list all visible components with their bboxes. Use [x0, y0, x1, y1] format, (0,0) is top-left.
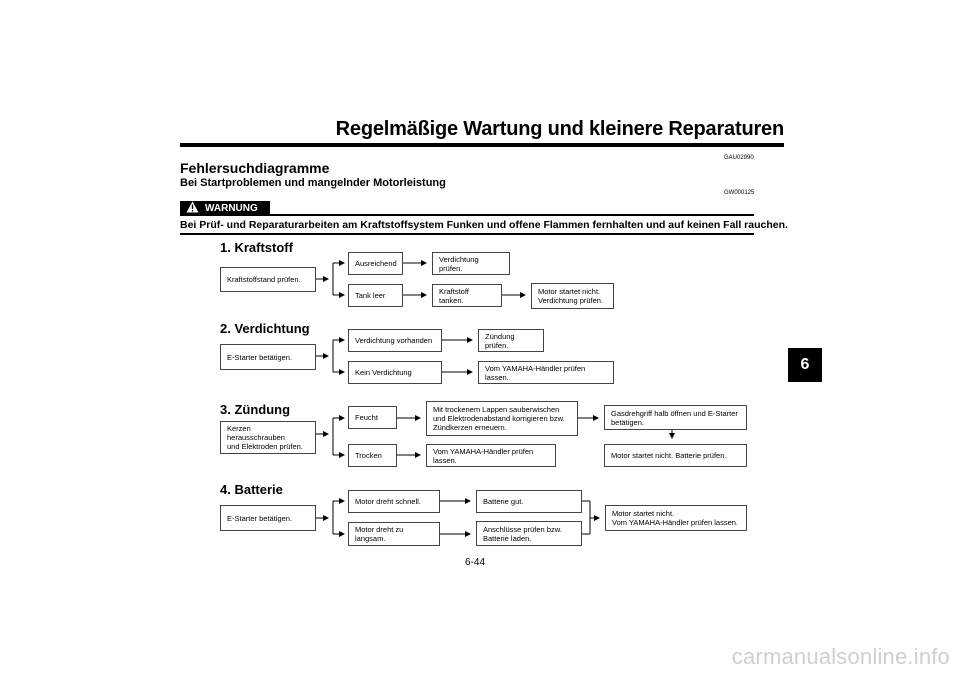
step-1-option-a: Ausreichend — [348, 252, 403, 275]
warning-label: WARNUNG — [205, 203, 258, 214]
warning-text: Bei Prüf- und Reparaturarbeiten am Kraftstoffsystem Funken und offene Flammen fernhalten und auf keinen Fall rauchen. — [180, 219, 788, 231]
warning-code: GW000125 — [724, 190, 755, 196]
step-4-option-a: Motor dreht schnell. — [348, 490, 440, 513]
step-2-option-a-result: Zündung prüfen. — [478, 329, 544, 352]
step-2-title: 2. Verdichtung — [220, 321, 310, 336]
section-subtitle: Bei Startproblemen und mangelnder Motorleistung — [180, 177, 446, 189]
step-4-option-b: Motor dreht zu langsam. — [348, 522, 440, 546]
step-3-title: 3. Zündung — [220, 402, 291, 417]
step-1-start-box: Kraftstoffstand prüfen. — [220, 267, 316, 292]
step-4-option-b-action: Anschlüsse prüfen bzw. Batterie laden. — [476, 521, 582, 546]
section-title: Fehlersuchdiagramme — [180, 160, 330, 176]
footer-watermark: carmanualsonline.info — [731, 644, 950, 669]
step-2-option-a: Verdichtung vorhanden — [348, 329, 442, 352]
step-2-option-b: Kein Verdichtung — [348, 361, 442, 384]
step-4-final-box: Motor startet nicht. Vom YAMAHA-Händler prüfen lassen. — [605, 505, 747, 531]
step-1-option-b: Tank leer — [348, 284, 403, 307]
step-2-option-b-result: Vom YAMAHA-Händler prüfen lassen. — [478, 361, 614, 384]
step-3-option-b: Trocken — [348, 444, 397, 467]
step-1-option-b-result: Motor startet nicht. Verdichtung prüfen. — [531, 283, 614, 309]
step-3-final-box: Motor startet nicht. Batterie prüfen. — [604, 444, 747, 467]
page-header-title: Regelmäßige Wartung und kleinere Reparaturen — [335, 118, 784, 140]
step-1-title: 1. Kraftstoff — [220, 240, 293, 255]
step-3-option-a: Feucht — [348, 406, 397, 429]
step-3-option-a-action: Mit trockenem Lappen sauberwischen und Elektrodenabstand korrigieren bzw. Zündkerzen erneuern. — [426, 401, 578, 436]
step-4-start-box: E-Starter betätigen. — [220, 505, 316, 531]
step-3-start-box: Kerzen herausschrauben und Elektroden prüfen. — [220, 421, 316, 454]
chapter-tab[interactable]: 6 — [788, 348, 822, 382]
step-1-option-b-action: Kraftstoff tanken. — [432, 284, 502, 307]
step-4-title: 4. Batterie — [220, 482, 283, 497]
step-4-option-a-result: Batterie gut. — [476, 490, 582, 513]
step-1-option-a-result: Verdichtung prüfen. — [432, 252, 510, 275]
step-3-option-a-result: Gasdrehgriff halb öffnen und E-Starter betätigen. — [604, 405, 747, 430]
step-3-option-b-result: Vom YAMAHA-Händler prüfen lassen. — [426, 444, 556, 467]
section-code: GAU02990 — [724, 155, 754, 161]
page-number: 6-44 — [465, 557, 486, 568]
step-2-start-box: E-Starter betätigen. — [220, 344, 316, 370]
